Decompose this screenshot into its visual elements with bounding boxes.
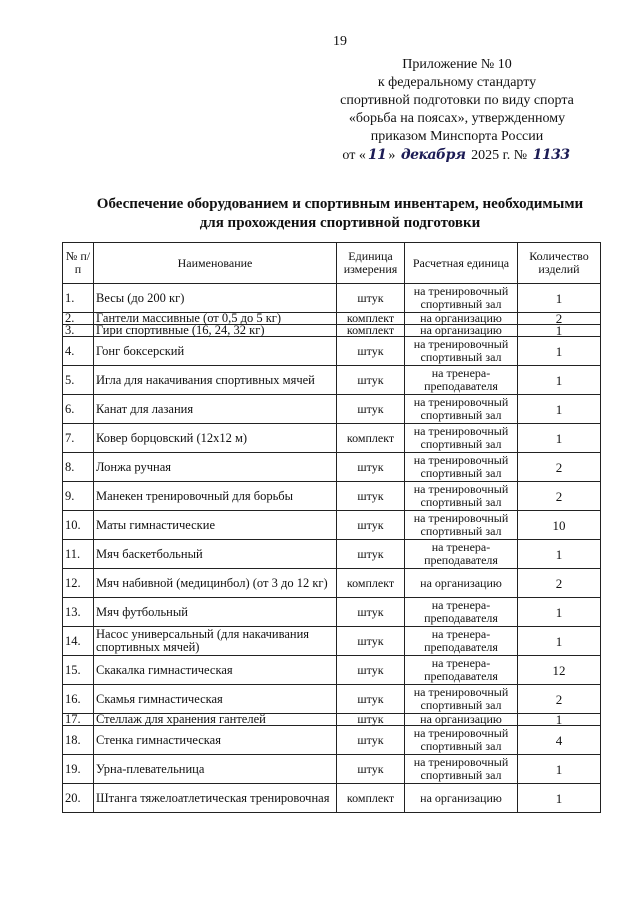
appendix-date-line bbox=[340, 146, 574, 165]
table-row bbox=[63, 395, 601, 424]
calc-unit: на тренера-преподавателя bbox=[405, 540, 518, 569]
unit: штук bbox=[337, 482, 405, 511]
row-number: 10. bbox=[63, 511, 94, 540]
table-row bbox=[63, 714, 601, 726]
unit: комплект bbox=[337, 424, 405, 453]
appendix-line-sport: спортивной подготовки по виду спорта bbox=[340, 93, 574, 108]
item-name: Маты гимнастические bbox=[94, 511, 337, 540]
item-name: Скакалка гимнастическая bbox=[94, 656, 337, 685]
header-qty: Количество изделий bbox=[518, 243, 601, 284]
unit: штук bbox=[337, 685, 405, 714]
calc-unit: на тренера-преподавателя bbox=[405, 598, 518, 627]
row-number: 2. bbox=[63, 313, 94, 325]
handwritten-order-number: 1133 bbox=[532, 147, 570, 163]
handwritten-month: декабря bbox=[400, 147, 466, 163]
unit: комплект bbox=[337, 569, 405, 598]
item-name: Скамья гимнастическая bbox=[94, 685, 337, 714]
item-name: Гири спортивные (16, 24, 32 кг) bbox=[94, 325, 337, 337]
row-number: 18. bbox=[63, 726, 94, 755]
unit: штук bbox=[337, 366, 405, 395]
item-name: Штанга тяжелоатлетическая тренировочная bbox=[94, 784, 337, 813]
calc-unit: на тренировочный спортивный зал bbox=[405, 284, 518, 313]
quantity: 1 bbox=[518, 284, 601, 313]
calc-unit: на тренера-преподавателя bbox=[405, 627, 518, 656]
row-number: 1. bbox=[63, 284, 94, 313]
quantity: 10 bbox=[518, 511, 601, 540]
item-name: Стенка гимнастическая bbox=[94, 726, 337, 755]
row-number: 8. bbox=[63, 453, 94, 482]
quantity: 2 bbox=[518, 453, 601, 482]
quantity: 1 bbox=[518, 366, 601, 395]
table-header-row bbox=[63, 243, 601, 284]
row-number: 6. bbox=[63, 395, 94, 424]
quantity: 4 bbox=[518, 726, 601, 755]
quantity: 2 bbox=[518, 685, 601, 714]
quantity: 1 bbox=[518, 755, 601, 784]
unit: штук bbox=[337, 284, 405, 313]
unit: штук bbox=[337, 656, 405, 685]
item-name: Ковер борцовский (12х12 м) bbox=[94, 424, 337, 453]
row-number: 9. bbox=[63, 482, 94, 511]
row-number: 14. bbox=[63, 627, 94, 656]
table-row bbox=[63, 482, 601, 511]
unit: комплект bbox=[337, 325, 405, 337]
item-name: Мяч футбольный bbox=[94, 598, 337, 627]
quantity: 1 bbox=[518, 395, 601, 424]
page-number: 19 bbox=[333, 34, 347, 49]
row-number: 16. bbox=[63, 685, 94, 714]
quantity: 1 bbox=[518, 424, 601, 453]
item-name: Канат для лазания bbox=[94, 395, 337, 424]
item-name: Гантели массивные (от 0,5 до 5 кг) bbox=[94, 313, 337, 325]
calc-unit: на тренировочный спортивный зал bbox=[405, 726, 518, 755]
calc-unit: на тренировочный спортивный зал bbox=[405, 755, 518, 784]
document-heading bbox=[70, 195, 610, 233]
quantity: 2 bbox=[518, 569, 601, 598]
row-number: 4. bbox=[63, 337, 94, 366]
unit: комплект bbox=[337, 313, 405, 325]
calc-unit: на организацию bbox=[405, 313, 518, 325]
row-number: 19. bbox=[63, 755, 94, 784]
header-calc: Расчетная единица bbox=[405, 243, 518, 284]
unit: комплект bbox=[337, 784, 405, 813]
calc-unit: на тренировочный спортивный зал bbox=[405, 685, 518, 714]
item-name: Лонжа ручная bbox=[94, 453, 337, 482]
table-row bbox=[63, 325, 601, 337]
unit: штук bbox=[337, 337, 405, 366]
table-row bbox=[63, 656, 601, 685]
header-num: № п/п bbox=[63, 243, 94, 284]
header-name: Наименование bbox=[94, 243, 337, 284]
quantity: 2 bbox=[518, 482, 601, 511]
table-row bbox=[63, 284, 601, 313]
table-row bbox=[63, 453, 601, 482]
calc-unit: на тренировочный спортивный зал bbox=[405, 337, 518, 366]
row-number: 3. bbox=[63, 325, 94, 337]
item-name: Мяч набивной (медицинбол) (от 3 до 12 кг) bbox=[94, 569, 337, 598]
row-number: 11. bbox=[63, 540, 94, 569]
item-name: Стеллаж для хранения гантелей bbox=[94, 714, 337, 726]
item-name: Манекен тренировочный для борьбы bbox=[94, 482, 337, 511]
row-number: 17. bbox=[63, 714, 94, 726]
quantity: 1 bbox=[518, 784, 601, 813]
unit: штук bbox=[337, 714, 405, 726]
appendix-line-standard: к федеральному стандарту bbox=[377, 75, 537, 90]
calc-unit: на организацию bbox=[405, 714, 518, 726]
unit: штук bbox=[337, 755, 405, 784]
appendix-line-order: приказом Минспорта России bbox=[370, 129, 544, 144]
item-name: Насос универсальный (для накачивания спортивных мячей) bbox=[94, 627, 337, 656]
handwritten-day: 11 bbox=[367, 147, 387, 163]
unit: штук bbox=[337, 540, 405, 569]
item-name: Мяч баскетбольный bbox=[94, 540, 337, 569]
date-mid: » bbox=[388, 148, 396, 163]
unit: штук bbox=[337, 726, 405, 755]
table-row bbox=[63, 726, 601, 755]
quantity: 2 bbox=[518, 313, 601, 325]
quantity: 1 bbox=[518, 337, 601, 366]
item-name: Игла для накачивания спортивных мячей bbox=[94, 366, 337, 395]
row-number: 12. bbox=[63, 569, 94, 598]
table-row bbox=[63, 511, 601, 540]
calc-unit: на тренировочный спортивный зал bbox=[405, 453, 518, 482]
heading-line-2: для прохождения спортивной подготовки bbox=[199, 215, 481, 231]
quantity: 1 bbox=[518, 627, 601, 656]
table-row bbox=[63, 784, 601, 813]
item-name: Урна-плевательница bbox=[94, 755, 337, 784]
quantity: 1 bbox=[518, 325, 601, 337]
calc-unit: на организацию bbox=[405, 784, 518, 813]
quantity: 12 bbox=[518, 656, 601, 685]
appendix-title: Приложение № 10 bbox=[402, 57, 512, 72]
table-row bbox=[63, 627, 601, 656]
table-row bbox=[63, 337, 601, 366]
calc-unit: на тренировочный спортивный зал bbox=[405, 482, 518, 511]
quantity: 1 bbox=[518, 598, 601, 627]
calc-unit: на тренера-преподавателя bbox=[405, 656, 518, 685]
unit: штук bbox=[337, 627, 405, 656]
row-number: 15. bbox=[63, 656, 94, 685]
item-name: Гонг боксерский bbox=[94, 337, 337, 366]
heading-line-1: Обеспечение оборудованием и спортивным инвентарем, необходимыми bbox=[96, 196, 584, 212]
unit: штук bbox=[337, 453, 405, 482]
table-row bbox=[63, 424, 601, 453]
table-body bbox=[63, 284, 601, 813]
table-row bbox=[63, 569, 601, 598]
unit: штук bbox=[337, 395, 405, 424]
unit: штук bbox=[337, 511, 405, 540]
row-number: 5. bbox=[63, 366, 94, 395]
appendix-block bbox=[340, 56, 574, 165]
calc-unit: на тренера-преподавателя bbox=[405, 366, 518, 395]
calc-unit: на тренировочный спортивный зал bbox=[405, 395, 518, 424]
table-row bbox=[63, 685, 601, 714]
calc-unit: на тренировочный спортивный зал bbox=[405, 511, 518, 540]
appendix-line-approved: «борьба на поясах», утвержденному bbox=[348, 111, 566, 126]
table-row bbox=[63, 755, 601, 784]
date-prefix: от « bbox=[342, 148, 366, 163]
table-row bbox=[63, 366, 601, 395]
calc-unit: на организацию bbox=[405, 325, 518, 337]
header-unit: Единица измерения bbox=[337, 243, 405, 284]
item-name: Весы (до 200 кг) bbox=[94, 284, 337, 313]
inventory-table bbox=[62, 242, 601, 813]
unit: штук bbox=[337, 598, 405, 627]
table-row bbox=[63, 540, 601, 569]
table-row bbox=[63, 598, 601, 627]
calc-unit: на тренировочный спортивный зал bbox=[405, 424, 518, 453]
calc-unit: на организацию bbox=[405, 569, 518, 598]
row-number: 7. bbox=[63, 424, 94, 453]
row-number: 20. bbox=[63, 784, 94, 813]
date-year: 2025 г. № bbox=[471, 148, 528, 163]
quantity: 1 bbox=[518, 714, 601, 726]
quantity: 1 bbox=[518, 540, 601, 569]
row-number: 13. bbox=[63, 598, 94, 627]
